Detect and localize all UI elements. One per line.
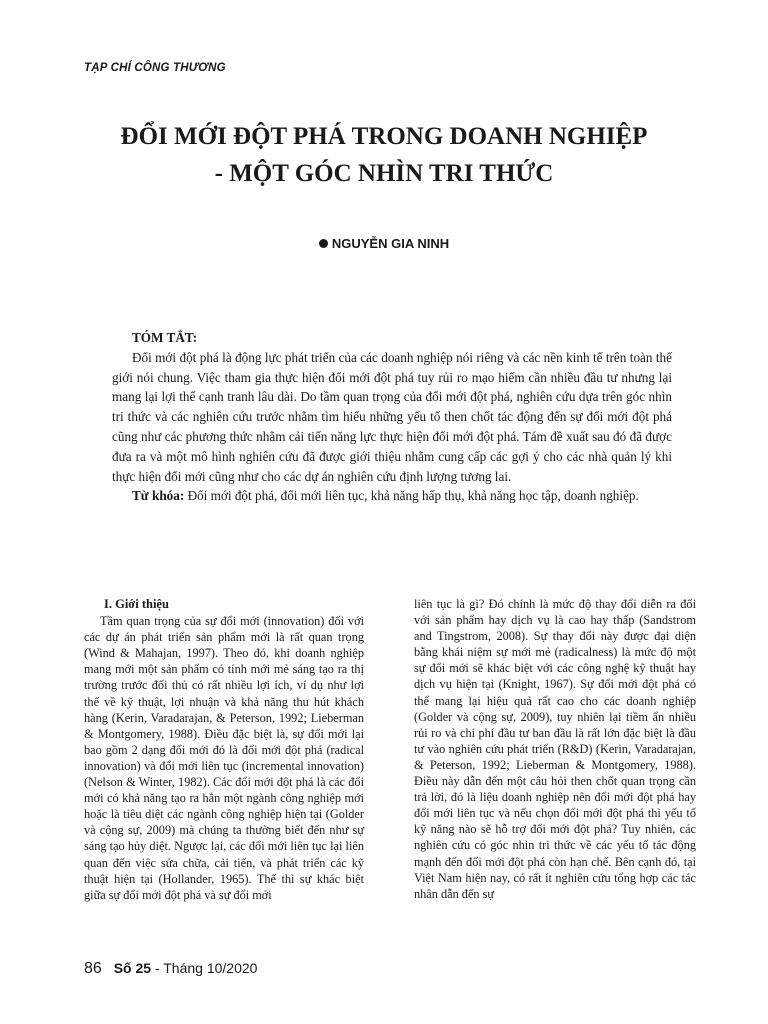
abstract-heading: TÓM TẮT: bbox=[132, 330, 198, 345]
section-title: I. Giới thiệu bbox=[104, 597, 169, 611]
keywords-text: Đổi mới đột phá, đổi mới liên tục, khả năng hấp thụ, khả năng học tập, doanh nghiệp. bbox=[187, 488, 639, 504]
article-title-line-2: - MỘT GÓC NHÌN TRI THỨC bbox=[214, 160, 554, 187]
right-column-text: liên tục là gì? Đó chính là mức độ thay đổi diễn ra đối với sản phẩm hay dịch vụ là cao hay thấp (Sandstrom and Tingstrom, 2008). Sự thay đổi này được đại diện bằng khái niệm sự mới mẻ (radicalness) là mức độ một sự đổi mới sẽ khác biệt với các công nghệ kỹ thuật hay dịch vụ hiện tại (Knight, 1967). Sự đổi mới đột phá có thể mang lại hiệu quả rất cao cho các doanh nghiệp (Golder và cộng sự, 2009), tuy nhiên lại tiềm ẩn nhiều rủi ro và chi phí đầu tư ban đầu là rất lớn đặc biệt là đầu tư vào nghiên cứu phát triển (R&D) (Kerin, Varadarajan, & Peterson, 1992; Lieberman & Montgomery, 1988). Điều này dẫn đến một câu hỏi then chốt quan trọng cần trả lời, đó là liệu doanh nghiệp nên đổi mới đột phá hay đổi mới liên tục và nếu chọn đổi mới đột phá thì yếu tố kỹ năng nào sẽ hỗ trợ đổi mới đột phá? Tuy nhiên, các nghiên cứu có góc nhìn tri thức về các yếu tố tác động mạnh đến đổi mới đột phá còn hạn chế. Bên cạnh đó, tại Việt Nam hiện nay, có rất ít nghiên cứu tổng hợp các tác nhân dẫn đến sự bbox=[414, 597, 696, 901]
author-line bbox=[0, 236, 768, 251]
article-title bbox=[0, 118, 768, 192]
issue-number: Số 25 bbox=[113, 960, 152, 976]
abstract-block bbox=[112, 328, 672, 506]
article-title-line-1: ĐỔI MỚI ĐỘT PHÁ TRONG DOANH NGHIỆP bbox=[120, 123, 648, 150]
right-column bbox=[414, 596, 696, 902]
page-footer bbox=[84, 960, 257, 978]
left-column bbox=[84, 596, 364, 903]
page-number: 86 bbox=[84, 960, 102, 977]
author-name: NGUYỄN GIA NINH bbox=[331, 236, 450, 251]
left-column-text: Tầm quan trọng của sự đổi mới (innovation) đối với các dự án phát triển sản phẩm mới là rất quan trọng (Wind & Mahajan, 1997). Theo đó, khi doanh nghiệp mang mới một sản phẩm có tính mới mẻ sáng tạo ra thị trường trước đối thủ có rất nhiều lợi ích, ví dụ như lợi thế về kỹ thuật, lợi nhuận và khả năng thu hút khách hàng (Kerin, Varadarajan, & Peterson, 1992; Lieberman & Montgomery, 1988). Điều đặc biệt là, sự đổi mới lại bao gồm 2 dạng đổi mới đó là đổi mới đột phá (radical innovation) và đổi mới liên tục (incremental innovation) (Nelson & Winter, 1982). Các đổi mới đột phá là các đổi mới có khả năng tạo ra hẳn một ngành công nghiệp mới hoặc là tiêu diệt các ngành công nghiệp hiện tại (Golder và cộng sự, 2009) mà chúng ta thường biết đến như sự sáng tạo hủy diệt. Ngược lại, các đổi mới liên tục lại liên quan đến việc sửa chữa, cải tiến, và phát triển các kỹ thuật hiện tại (Hollander, 1965). Thế thì sự khác biệt giữa sự đổi mới đột phá và sự đổi mới bbox=[84, 614, 364, 902]
keywords-label: Từ khóa: bbox=[132, 488, 185, 504]
abstract-body: Đổi mới đột phá là động lực phát triển của các doanh nghiệp nói riêng và các nền kinh tế trên toàn thế giới nói chung. Việc tham gia thực hiện đổi mới đột phá tuy rủi ro mạo hiểm cần nhiều đầu tư nhưng lại mang lại lợi thế cạnh tranh lâu dài. Do tầm quan trọng của đổi mới đột phá, nghiên cứu dựa trên góc nhìn tri thức và các nghiên cứu trước nhằm tìm hiểu những yếu tố then chốt tác động đến sự đổi mới đột phá cũng như các phương thức nhằm cải tiến năng lực thực hiện đổi mới đột phá. Tám đề xuất sau đó đã được đưa ra và một mô hình nghiên cứu đã được giới thiệu nhằm cung cấp các gợi ý cho các nhà quản lý khi thực hiện đổi mới cũng như cho các dự án nghiên cứu định lượng tương lai. bbox=[112, 349, 672, 484]
keywords-line bbox=[112, 486, 672, 506]
bullet-icon bbox=[319, 239, 328, 248]
issue-date: - Tháng 10/2020 bbox=[154, 960, 258, 976]
journal-header: TẠP CHÍ CÔNG THƯƠNG bbox=[84, 62, 226, 74]
